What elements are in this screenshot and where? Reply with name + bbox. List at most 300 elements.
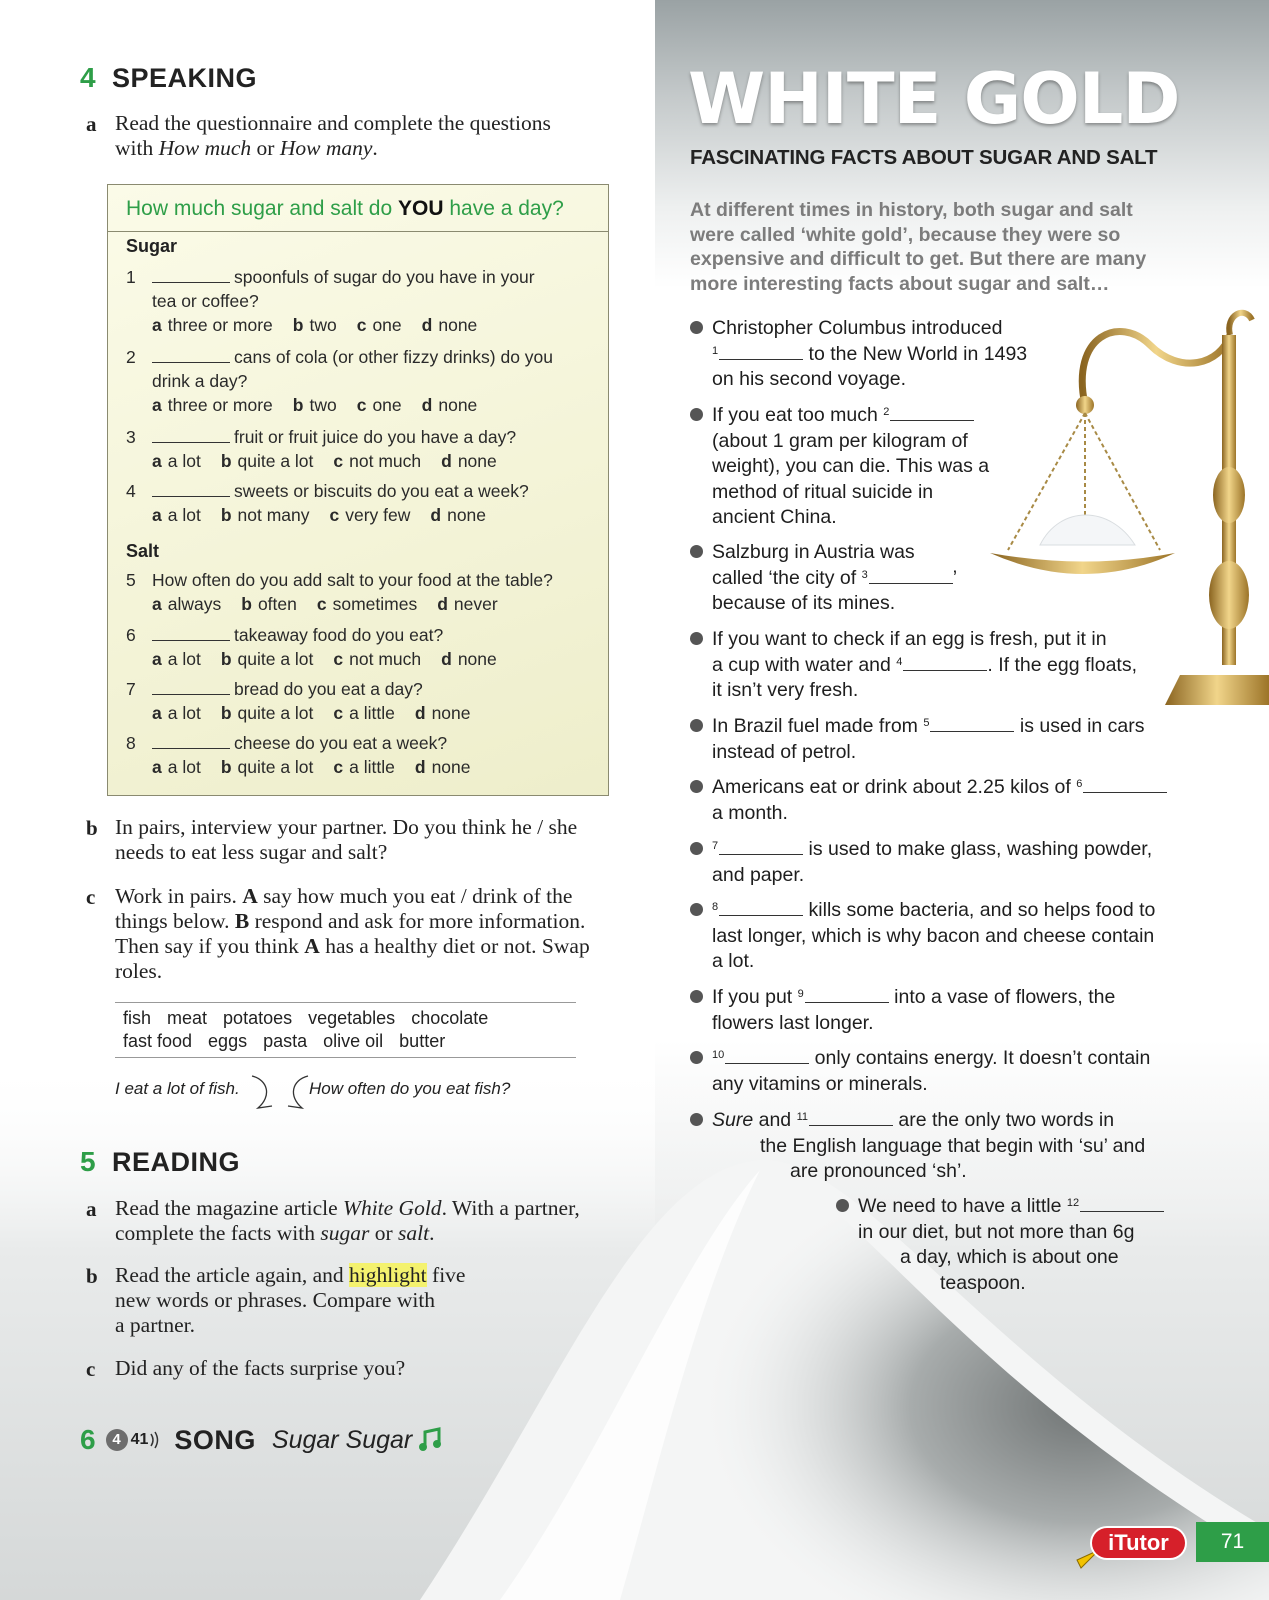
answer-blank[interactable] (152, 348, 230, 363)
question-line: bread do you eat a day? (234, 679, 423, 699)
instruction-line (115, 934, 635, 959)
option-text: none (431, 703, 471, 723)
question-line: takeaway food do you eat? (234, 625, 444, 645)
food-row (123, 1007, 568, 1030)
section-6-heading (80, 1424, 442, 1456)
question-text (152, 623, 592, 671)
option-letter: c (356, 315, 367, 335)
fact-item (712, 898, 1202, 975)
article-title: WHITE GOLD (688, 58, 1180, 140)
question-number: 3 (126, 427, 136, 447)
fact-line: a day, which is about one (900, 1246, 1119, 1268)
intro-line: more interesting facts about sugar and salt… (690, 272, 1110, 295)
emphasis: sugar (320, 1221, 370, 1245)
intro-line: At different times in history, both sugar and salt (690, 199, 1133, 221)
blank-number: 1 (712, 344, 719, 357)
instruction-line: Read the questionnaire and complete the questions (115, 111, 551, 135)
speech-bubble-b: How often do you eat fish? (309, 1079, 511, 1098)
fact-item (712, 837, 1182, 888)
text: is used in cars (1014, 715, 1145, 737)
option-text: none (457, 451, 497, 471)
fact-line: any vitamins or minerals. (712, 1072, 928, 1095)
option-text: none (447, 505, 487, 525)
option-letter: b (220, 451, 232, 471)
fact-line (712, 1108, 1182, 1134)
audio-track-badge[interactable] (106, 1429, 163, 1451)
fact-line (712, 898, 1202, 924)
speech-bubble-a: I eat a lot of fish. (115, 1079, 240, 1098)
option-letter: b (220, 505, 232, 525)
text: have a day? (443, 197, 564, 220)
fact-line: a month. (712, 801, 788, 824)
text: with (115, 136, 159, 160)
question-text (152, 479, 592, 527)
fact-item (712, 1046, 1182, 1097)
option-text: quite a lot (237, 703, 314, 723)
option-text: none (431, 757, 471, 777)
text: only contains energy. It doesn’t contain (809, 1047, 1151, 1069)
text: Christopher Columbus introduced (712, 317, 1003, 339)
question-line: cheese do you eat a week? (234, 733, 448, 753)
food-list (115, 1002, 576, 1058)
fact-blank[interactable] (809, 1110, 893, 1126)
fact-line (712, 985, 1182, 1011)
option-text: three or more (167, 315, 273, 335)
fact-line (858, 1194, 1188, 1220)
answer-options (152, 592, 592, 616)
text: things below. (115, 909, 235, 933)
option-letter: a (152, 594, 162, 614)
question-text (152, 425, 592, 473)
option-letter: b (220, 649, 232, 669)
option-text: none (438, 395, 478, 415)
instruction-4a (115, 111, 615, 161)
question-number: 8 (126, 733, 136, 753)
text: ’ (952, 566, 958, 589)
option-letter: a (152, 649, 162, 669)
blank-number: 10 (712, 1049, 725, 1061)
section-number: 4 (80, 62, 96, 93)
bullet-dot (690, 545, 703, 558)
answer-options (152, 647, 592, 671)
answer-options (152, 393, 592, 417)
option-letter: b (220, 757, 232, 777)
fact-line (712, 342, 1052, 368)
text: How much sugar and salt do (126, 197, 398, 220)
fact-line (712, 653, 1182, 679)
option-letter: d (414, 703, 426, 723)
fact-line: are pronounced ‘sh’. (790, 1160, 967, 1182)
fact-line (712, 714, 1182, 740)
option-text: often (257, 594, 297, 614)
food-row (123, 1030, 568, 1053)
option-letter: c (333, 703, 344, 723)
option-text: a lot (167, 649, 201, 669)
option-text: not much (349, 451, 422, 471)
option-letter: a (152, 757, 162, 777)
emphasis: How many (279, 136, 373, 160)
answer-blank[interactable] (152, 680, 230, 695)
emphasis: salt (398, 1221, 430, 1245)
fact-line: in our diet, but not more than 6g (858, 1220, 1135, 1243)
option-text: a lot (167, 703, 201, 723)
option-letter: d (441, 649, 452, 669)
section-5-heading (80, 1146, 240, 1178)
option-letter: b (241, 594, 252, 614)
subhead-sugar: Sugar (126, 236, 178, 256)
option-text: three or more (167, 395, 273, 415)
option-letter: b (292, 395, 304, 415)
question-line: drink a day? (152, 371, 248, 391)
instruction-line: new words or phrases. Compare with (115, 1288, 436, 1312)
option-letter: a (152, 505, 162, 525)
fact-line: the English language that begin with ‘su’ and (760, 1134, 1146, 1157)
option-text: two (309, 395, 337, 415)
text: complete the facts with (115, 1221, 321, 1245)
food-item: potatoes (223, 1008, 293, 1028)
fact-blank[interactable] (869, 568, 953, 584)
intro-line: were called ‘white gold’, because they were so (690, 223, 1121, 246)
text-italic: Sure (712, 1109, 754, 1131)
answer-options (152, 449, 592, 473)
question-text (152, 568, 592, 616)
bullet-dot (690, 842, 703, 855)
fact-line: (about 1 gram per kilogram of (712, 429, 968, 452)
option-text: quite a lot (237, 649, 314, 669)
fact-item (712, 1108, 1182, 1185)
option-text: always (167, 594, 222, 614)
text: In Brazil fuel made from (712, 715, 924, 737)
bullet-dot (690, 780, 703, 793)
option-letter: b (220, 703, 232, 723)
text: five (426, 1263, 466, 1287)
option-text: quite a lot (237, 451, 314, 471)
fact-line: instead of petrol. (712, 740, 857, 763)
text: If you put (712, 986, 798, 1008)
questionnaire-title (108, 185, 608, 232)
food-item: butter (399, 1031, 446, 1051)
text: If you eat too much (712, 404, 884, 426)
option-text: one (372, 395, 402, 415)
section-title: READING (112, 1147, 241, 1177)
question-number: 4 (126, 481, 136, 501)
food-item: fish (123, 1008, 152, 1028)
option-letter: a (152, 451, 162, 471)
option-letter: c (356, 395, 367, 415)
food-item: eggs (208, 1031, 248, 1051)
fact-line: method of ritual suicide in (712, 480, 934, 503)
fact-blank[interactable] (903, 655, 987, 671)
fact-item (712, 316, 1052, 393)
fact-line: on his second voyage. (712, 368, 907, 390)
fact-item (712, 627, 1182, 704)
answer-blank[interactable] (152, 428, 230, 443)
fact-line (712, 540, 1012, 566)
itutor-badge[interactable]: iTutor (1092, 1528, 1185, 1558)
question-text (152, 265, 592, 337)
option-text: a lot (167, 505, 201, 525)
blank-number: 5 (923, 717, 930, 729)
text: or (369, 1221, 399, 1245)
fact-line: flowers last longer. (712, 1011, 874, 1034)
question-text (152, 345, 592, 417)
option-letter: a (152, 395, 162, 415)
answer-blank[interactable] (152, 482, 230, 497)
fact-line (712, 316, 1052, 342)
option-letter: c (333, 451, 344, 471)
fact-blank[interactable] (1080, 1196, 1164, 1212)
text: Read the article again, and (115, 1263, 350, 1287)
question-line: sweets or biscuits do you eat a week? (234, 481, 529, 501)
text: into a vase of flowers, the (888, 986, 1116, 1008)
food-item: chocolate (411, 1008, 489, 1028)
text: has a healthy diet or not. Swap (319, 934, 590, 958)
fact-item (712, 540, 1012, 617)
question-number: 1 (126, 267, 136, 287)
text: respond and ask for more information. (249, 909, 586, 933)
question-number: 6 (126, 625, 136, 645)
option-text: a little (349, 703, 395, 723)
fact-line (712, 837, 1182, 863)
instruction-line: In pairs, interview your partner. Do you think he / she (115, 815, 578, 839)
section-title: SPEAKING (112, 63, 258, 93)
item-letter: b (86, 816, 98, 840)
instruction-line: roles. (115, 959, 163, 983)
option-letter: c (329, 505, 340, 525)
text: Read the magazine article (115, 1196, 344, 1220)
fact-item (712, 775, 1202, 826)
option-letter: d (421, 395, 433, 415)
fact-blank[interactable] (930, 716, 1014, 732)
cd-icon: 4 (106, 1429, 128, 1451)
fact-blank[interactable] (1083, 777, 1167, 793)
text: to the New World in 1493 (803, 342, 1028, 365)
text: . If the egg floats, (987, 653, 1137, 676)
bullet-dot (690, 719, 703, 732)
answer-options (152, 313, 592, 337)
option-letter: a (152, 703, 162, 723)
item-letter: b (86, 1264, 98, 1288)
instruction-line: needs to eat less sugar and salt? (115, 840, 388, 864)
song-title: Sugar Sugar (271, 1425, 413, 1454)
fact-item (712, 403, 1012, 531)
section-number: 5 (80, 1146, 96, 1177)
fact-item (712, 985, 1182, 1036)
instruction-line (115, 909, 635, 934)
question-line: cans of cola (or other fizzy drinks) do you (234, 347, 554, 367)
option-text: sometimes (332, 594, 418, 614)
item-letter: a (86, 112, 97, 136)
instruction-line (115, 1263, 535, 1288)
fact-line: because of its mines. (712, 592, 896, 614)
answer-options (152, 755, 592, 779)
text-bold: A (242, 884, 258, 908)
option-letter: a (152, 315, 162, 335)
fact-line: weight), you can die. This was a (712, 455, 990, 477)
emphasis: White Gold (343, 1196, 442, 1220)
instruction-5c: Did any of the facts surprise you? (115, 1356, 406, 1380)
item-letter: c (86, 1357, 96, 1381)
option-text: never (453, 594, 498, 614)
food-item: fast food (123, 1031, 193, 1051)
sound-wave-icon (148, 1430, 162, 1450)
text: and (753, 1109, 797, 1131)
fact-line: it isn’t very fresh. (712, 679, 859, 701)
fact-line (712, 627, 1182, 653)
text: . (429, 1221, 435, 1245)
food-item: vegetables (308, 1008, 396, 1028)
option-text: very few (345, 505, 411, 525)
option-text: a little (349, 757, 395, 777)
fact-blank[interactable] (725, 1048, 809, 1064)
text-bold: B (234, 909, 250, 933)
bullet-dot (690, 321, 703, 334)
option-text: a lot (167, 451, 201, 471)
bullet-dot (690, 990, 703, 1003)
question-number: 5 (126, 570, 136, 590)
answer-options (152, 701, 592, 725)
text: called ‘the city of (712, 566, 862, 589)
text: Then say if you think (115, 934, 305, 958)
instruction-line: a partner. (115, 1313, 195, 1337)
fact-blank[interactable] (719, 900, 803, 916)
bullet-dot (836, 1199, 849, 1212)
text: a cup with water and (712, 653, 897, 676)
question-line: How often do you add salt to your food at the table? (152, 570, 553, 590)
item-letter: c (86, 885, 96, 909)
text: are the only two words in (893, 1109, 1115, 1131)
question-text (152, 677, 592, 725)
bullet-dot (690, 632, 703, 645)
instruction-4c (115, 884, 635, 984)
option-text: none (438, 315, 478, 335)
option-letter: c (333, 649, 344, 669)
bullet-dot (690, 1113, 703, 1126)
blank-number: 11 (796, 1111, 808, 1123)
question-number: 2 (126, 347, 136, 367)
intro-line: expensive and difficult to get. But there are many (690, 248, 1147, 270)
fact-blank[interactable] (719, 344, 803, 360)
text: . (372, 136, 378, 160)
question-line: spoonfuls of sugar do you have in your (234, 267, 535, 287)
blank-number: 12 (1066, 1197, 1080, 1209)
text: We need to have a little (858, 1195, 1067, 1217)
blank-number: 7 (712, 840, 719, 852)
answer-blank[interactable] (152, 268, 230, 283)
fact-line (712, 403, 1012, 429)
text: or (251, 136, 280, 160)
answer-options (152, 503, 592, 527)
text: Salzburg in Austria was (712, 541, 915, 563)
food-item: meat (167, 1008, 208, 1028)
emphasis: How much (158, 136, 252, 160)
instruction-5b (115, 1263, 535, 1338)
blank-number: 6 (1076, 778, 1083, 790)
subhead-salt: Salt (126, 541, 160, 561)
instruction-line (115, 136, 615, 161)
question-number: 7 (126, 679, 136, 699)
fact-line: and paper. (712, 863, 805, 886)
fact-item (858, 1194, 1188, 1296)
text: kills some bacteria, and so helps food to (803, 899, 1156, 921)
option-text: one (372, 315, 402, 335)
bullet-dot (690, 408, 703, 421)
option-letter: d (430, 505, 442, 525)
page-number: 71 (1196, 1522, 1269, 1562)
blank-number: 8 (712, 901, 719, 913)
question-line: tea or coffee? (152, 291, 259, 311)
section-number: 6 (80, 1424, 96, 1455)
text-bold: YOU (397, 197, 444, 220)
food-item: pasta (263, 1031, 308, 1051)
blank-number: 4 (896, 655, 903, 668)
item-letter: a (86, 1197, 97, 1221)
article-intro (690, 198, 1180, 296)
option-text: a lot (167, 757, 201, 777)
option-letter: c (333, 757, 344, 777)
fact-line (712, 1046, 1182, 1072)
question-text (152, 731, 592, 779)
option-text: quite a lot (237, 757, 314, 777)
fact-line: ancient China. (712, 506, 837, 528)
text: Americans eat or drink about 2.25 kilos of (712, 776, 1077, 798)
bullet-dot (690, 903, 703, 916)
instruction-line (115, 1196, 635, 1221)
bullet-dot (690, 1051, 703, 1064)
instruction-5a (115, 1196, 635, 1246)
text: say how much you eat / drink of the (257, 884, 573, 908)
instruction-line (115, 884, 635, 909)
option-letter: d (437, 594, 448, 614)
track-number: 41 (130, 1431, 149, 1448)
option-letter: d (414, 757, 426, 777)
text-bold: A (304, 934, 320, 958)
food-item: olive oil (323, 1031, 384, 1051)
text: . With a partner, (441, 1196, 580, 1220)
option-text: not much (349, 649, 422, 669)
section-4-heading (80, 62, 257, 94)
option-letter: c (316, 594, 327, 614)
fact-line (712, 566, 1012, 592)
highlighted-word: highlight (349, 1263, 427, 1287)
blank-number: 2 (883, 406, 890, 418)
fact-line: teaspoon. (940, 1271, 1026, 1294)
article-subtitle: FASCINATING FACTS ABOUT SUGAR AND SALT (690, 146, 1158, 169)
instruction-4b (115, 815, 635, 865)
answer-blank[interactable] (152, 626, 230, 641)
question-line: fruit or fruit juice do you have a day? (234, 427, 517, 447)
text: If you want to check if an egg is fresh, put it in (712, 628, 1107, 650)
answer-blank[interactable] (152, 734, 230, 749)
fact-line: last longer, which is why bacon and cheese contain (712, 924, 1155, 947)
option-letter: d (421, 315, 433, 335)
fact-line (712, 775, 1202, 801)
text: Work in pairs. (115, 884, 243, 908)
option-text: not many (237, 505, 310, 525)
fact-blank[interactable] (805, 987, 889, 1003)
fact-blank[interactable] (719, 839, 803, 855)
fact-blank[interactable] (890, 405, 974, 421)
blank-number: 3 (861, 568, 868, 581)
option-text: two (309, 315, 337, 335)
text: is used to make glass, washing powder, (803, 838, 1153, 860)
fact-item (712, 714, 1182, 765)
instruction-line (115, 1221, 635, 1246)
option-text: none (457, 649, 497, 669)
fact-line: a lot. (712, 950, 755, 972)
section-title: SONG (174, 1424, 256, 1455)
music-note-icon (418, 1427, 442, 1453)
